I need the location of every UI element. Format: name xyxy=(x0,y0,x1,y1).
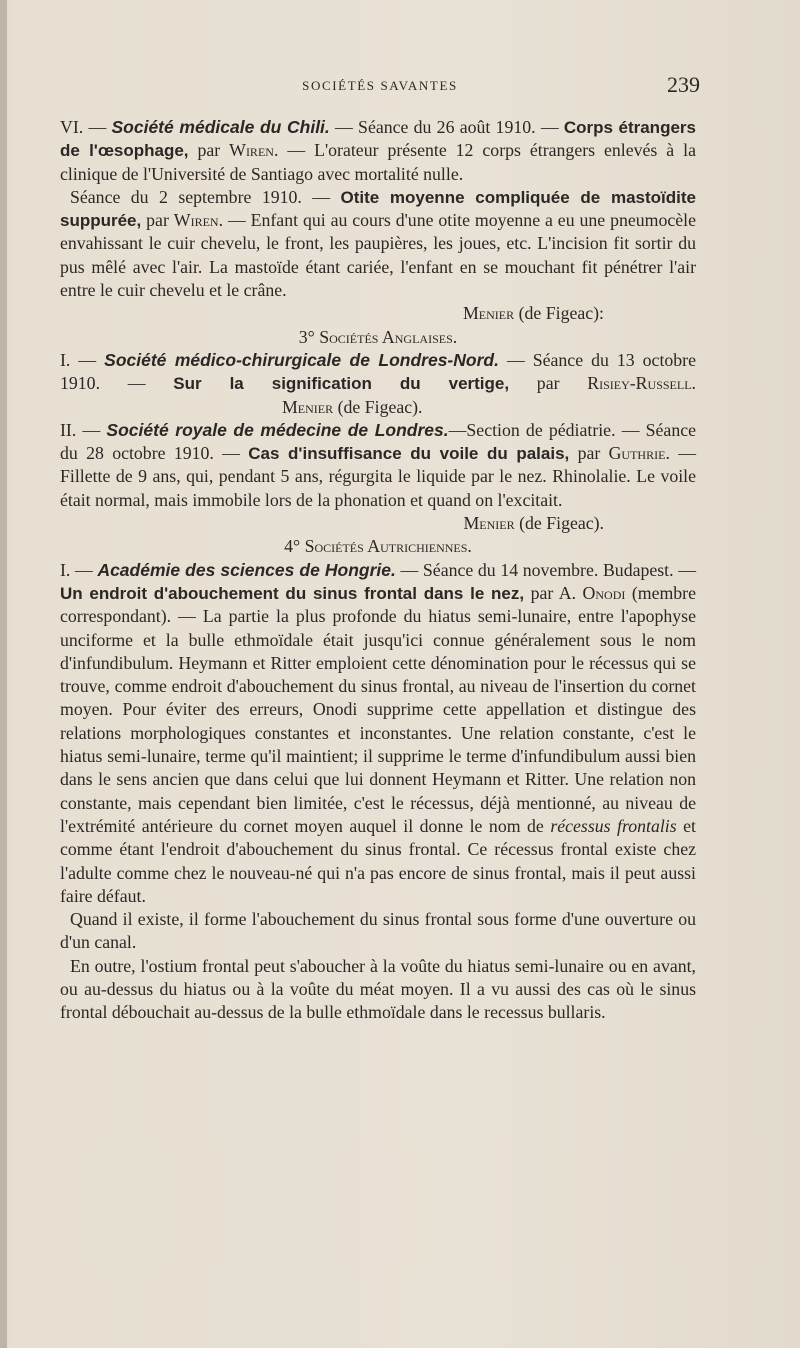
signature-name: Menier xyxy=(463,513,515,534)
report-london-north xyxy=(60,349,696,419)
author-name: Wiren xyxy=(173,210,219,231)
signature-place: (de Figeac). xyxy=(514,513,604,534)
body-text xyxy=(60,116,696,1025)
report-title: Otite moyenne compliquée de mastoïdite suppurée, xyxy=(60,187,696,231)
report-chile-2 xyxy=(60,186,696,302)
society-name: Société royale de médecine de Londres. xyxy=(106,419,449,440)
report-hungary xyxy=(60,559,696,908)
by-text: par xyxy=(188,140,230,161)
section-number: VI. — xyxy=(60,117,112,137)
section-heading-english xyxy=(60,326,696,349)
report-text: . — L'orateur présente 12 corps étrangers enlevés à la clinique de l'Université de Santiago avec mortalité nulle. xyxy=(60,140,696,184)
signature-name: Menier xyxy=(282,396,334,417)
report-title: Un endroit d'abouchement du sinus frontal dans le nez, xyxy=(60,583,525,603)
section-title: Sociétés Anglaises. xyxy=(319,326,458,347)
session-date: — Séance du 26 août 1910. — xyxy=(329,117,559,137)
section-number: II. — xyxy=(60,419,107,440)
report-london-royal xyxy=(60,419,696,512)
report-text-continued: et comme étant l'endroit d'abouchement du sinus frontal. Ce récessus frontal existe chez l'adulte comme chez le nouveau-né qui n'a pas encore de sinus frontal, mais il peut aussi faire défaut. xyxy=(60,815,696,906)
society-name: Académie des sciences de Hongrie. xyxy=(97,559,396,580)
society-name: Société médico-chirurgicale de Londres-Nord. xyxy=(104,349,499,370)
by-text: par A. xyxy=(524,582,583,603)
section-number: I. — xyxy=(60,349,105,370)
running-title: SOCIÉTÉS SAVANTES xyxy=(302,78,458,93)
latin-term: récessus frontalis xyxy=(550,815,677,836)
report-chile-1 xyxy=(60,116,696,186)
report-title: Corps étrangers de l'œsophage, xyxy=(60,118,696,161)
session-date: — Séance du 13 octobre 1910. — xyxy=(60,349,696,394)
society-name: Société médicale du Chili. xyxy=(111,117,330,137)
page-header xyxy=(60,72,700,102)
section-ordinal: 4° xyxy=(284,536,305,557)
signature-name: Menier xyxy=(463,303,515,324)
signature xyxy=(60,302,696,325)
paragraph: En outre, l'ostium frontal peut s'aboucher à la voûte du hiatus semi-lunaire ou en avant, ou au-dessus du hiatus ou à la voûte du méat moyen. Il a vu aussi des cas où le sinus frontal débouchait au-dessus de la bulle ethmoïdale dans le recessus bullaris. xyxy=(60,955,696,1023)
section-heading-austrian xyxy=(60,535,696,558)
by-text: par xyxy=(141,210,174,231)
author-end: . xyxy=(691,373,696,394)
report-title: Cas d'insuffisance du voile du palais, xyxy=(248,444,570,464)
signature-place: (de Figeac). xyxy=(333,396,423,417)
report-text: . — Enfant qui au cours d'une otite moyenne a eu une pneumocèle envahissant le cuir chevelu, le front, les paupières, les joues, etc. L'incision fit sortir du pus mêlé avec l'air. La mastoïde étant cariée, l'enfant en se mouchant fit pénétrer l'air entre le cuir chevelu et le crâne. xyxy=(60,210,696,301)
section-number: I. — xyxy=(60,559,98,580)
author-name: Risiey-Russell xyxy=(587,373,692,394)
page-edge-shadow xyxy=(0,0,7,1348)
report-title: Sur la signification du vertige, xyxy=(173,374,510,394)
by-text: par xyxy=(509,373,588,394)
page-number: 239 xyxy=(667,72,700,97)
section-ordinal: 3° xyxy=(298,326,320,347)
report-text: . — Fillette de 9 ans, qui, pendant 5 ans, régurgita le liquide par le nez. Rhinolalie. Le voile était normal, mais immobile lors de la phonation et quand on l'excitait. xyxy=(60,443,696,510)
author-name: Guthrie xyxy=(608,443,666,464)
signature xyxy=(60,512,696,535)
signature-place: (de Figeac): xyxy=(514,303,604,324)
by-text: par xyxy=(569,443,609,464)
author-name: Onodi xyxy=(582,582,626,603)
paragraph: Quand il existe, il forme l'abouchement du sinus frontal sous forme d'une ouverture ou d'un canal. xyxy=(60,909,696,953)
section-title: Sociétés Autrichiennes. xyxy=(304,536,472,557)
session-date: — Séance du 14 novembre. Budapest. — xyxy=(395,559,696,580)
author-name: Wiren xyxy=(229,140,274,161)
session-date: Séance du 2 septembre 1910. — xyxy=(70,186,341,207)
session-date: —Section de pédiatrie. — Séance du 28 octobre 1910. — xyxy=(60,419,696,464)
report-text: (membre correspondant). — La partie la plus profonde du hiatus semi-lunaire, entre l'apophyse unciforme et la bulle ethmoïdale était jusqu'ici connue généralement sous le nom d'infundibulum. Heymann et Ritter emploient cette dénomination pour le récessus qui se trouve, comme endroit d'abouchement du sinus frontal, au niveau de l'insertion du cornet moyen. Pour éviter des erreurs, Onodi supprime cette appellation et distingue des relations morphologiques constantes et inconstantes. Une relation constante, c'est le hiatus semi-lunaire, terme qu'il maintient; il supprime le terme d'infundibulum aussi bien dans le sens ancien que dans celui que lui donnent Heymann et Ritter. Une relation non constante, mais cependant bien limitée, c'est le récessus, déjà mentionné, au niveau de l'extrémité antérieure du cornet moyen auquel il donne le nom de xyxy=(60,582,697,836)
